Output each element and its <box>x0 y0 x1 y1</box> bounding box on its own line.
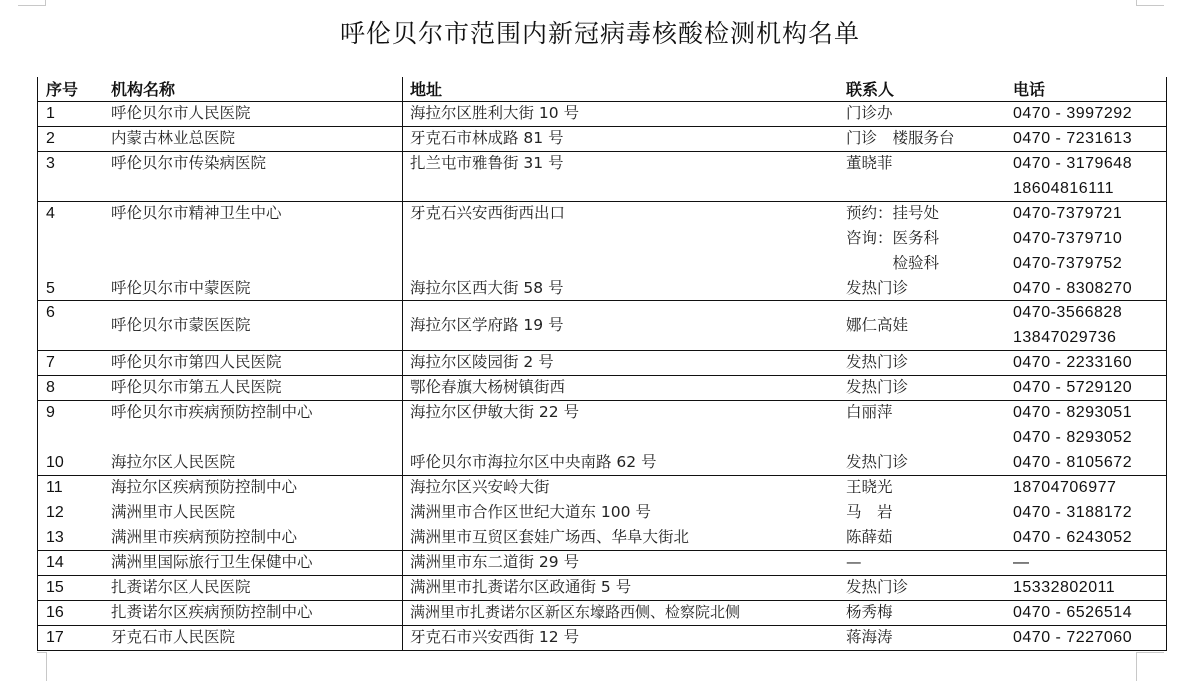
header-address: 地址 <box>410 80 443 99</box>
cell-contact: 咨询：医务科 <box>846 229 940 247</box>
cell-contact: 发热门诊 <box>846 378 909 396</box>
cell-contact: 杨秀梅 <box>846 603 893 621</box>
cell-contact: 门诊 楼服务台 <box>846 129 955 147</box>
cell-seq: 3 <box>46 155 55 172</box>
cell-name: 内蒙古林业总医院 <box>111 129 236 147</box>
cell-phone: 0470 - 5729120 <box>1013 379 1133 396</box>
cell-contact: 陈薛茹 <box>846 528 893 546</box>
cell-contact: 预约：挂号处 <box>846 204 940 222</box>
cell-address: 牙克石兴安西街西出口 <box>410 204 566 222</box>
cell-name: 满洲里市疾病预防控制中心 <box>111 528 298 546</box>
cell-address: 海拉尔区学府路 19 号 <box>410 316 564 334</box>
table-border-right <box>1166 77 1167 651</box>
cell-address: 满洲里市扎赉诺尔区政通街 5 号 <box>410 578 632 596</box>
cell-address: 呼伦贝尔市海拉尔区中央南路 62 号 <box>410 453 657 471</box>
cell-phone: 0470 - 3179648 <box>1013 155 1133 172</box>
cell-contact: — <box>846 553 862 571</box>
cell-address: 牙克石市兴安西街 12 号 <box>410 628 580 646</box>
cell-address: 海拉尔区兴安岭大街 <box>410 478 550 496</box>
cell-contact: 检验科 <box>846 254 940 272</box>
cell-phone: 0470 - 7227060 <box>1013 629 1133 646</box>
cell-phone: 0470 - 7231613 <box>1013 130 1133 147</box>
cell-name: 海拉尔区疾病预防控制中心 <box>111 478 298 496</box>
cell-address: 满洲里市互贸区套娃广场西、华阜大街北 <box>410 528 690 546</box>
cell-contact: 发热门诊 <box>846 578 909 596</box>
page-corner-mark <box>1136 0 1164 6</box>
cell-name: 呼伦贝尔市蒙医医院 <box>111 316 251 334</box>
page-corner-mark <box>1136 652 1164 681</box>
cell-seq: 1 <box>46 105 55 122</box>
cell-seq: 15 <box>46 579 64 596</box>
header-name: 机构名称 <box>111 80 176 99</box>
cell-address: 满洲里市扎赉诺尔区新区东壕路西侧、检察院北侧 <box>410 603 741 621</box>
cell-phone: 0470 - 8308270 <box>1013 280 1133 297</box>
cell-phone: 0470-7379710 <box>1013 230 1123 247</box>
column-divider-address <box>402 77 403 651</box>
cell-seq: 13 <box>46 529 64 546</box>
cell-phone: 0470 - 8105672 <box>1013 454 1133 471</box>
cell-contact: 马 岩 <box>846 503 893 521</box>
header-contact: 联系人 <box>846 80 895 99</box>
cell-name: 扎赉诺尔区疾病预防控制中心 <box>111 603 313 621</box>
cell-seq: 11 <box>46 479 63 496</box>
cell-seq: 2 <box>46 130 55 147</box>
cell-contact: 发热门诊 <box>846 279 909 297</box>
header-seq: 序号 <box>46 80 79 99</box>
cell-phone: 0470 - 6526514 <box>1013 604 1133 621</box>
cell-name: 牙克石市人民医院 <box>111 628 236 646</box>
cell-phone: 0470 - 3188172 <box>1013 504 1133 521</box>
cell-address: 海拉尔区西大街 58 号 <box>410 279 564 297</box>
cell-address: 海拉尔区胜利大街 10 号 <box>410 104 580 122</box>
cell-seq: 6 <box>46 304 55 321</box>
page-corner-mark <box>18 0 46 6</box>
cell-contact: 蒋海涛 <box>846 628 893 646</box>
cell-name: 海拉尔区人民医院 <box>111 453 236 471</box>
cell-phone: — <box>1013 554 1030 571</box>
cell-phone: 0470-7379752 <box>1013 255 1123 272</box>
cell-name: 呼伦贝尔市第四人民医院 <box>111 353 282 371</box>
cell-phone: 0470 - 8293051 <box>1013 404 1133 421</box>
cell-name: 呼伦贝尔市传染病医院 <box>111 154 267 172</box>
document-title: 呼伦贝尔市范围内新冠病毒核酸检测机构名单 <box>339 19 860 48</box>
cell-phone: 0470-7379721 <box>1013 205 1123 222</box>
cell-name: 满洲里国际旅行卫生保健中心 <box>111 553 313 571</box>
cell-seq: 7 <box>46 354 55 371</box>
cell-contact: 白丽萍 <box>846 403 893 421</box>
cell-name: 满洲里市人民医院 <box>111 503 236 521</box>
table-border-left <box>37 77 38 651</box>
cell-contact: 董晓菲 <box>846 154 893 172</box>
cell-address: 鄂伦春旗大杨树镇街西 <box>410 378 566 396</box>
cell-seq: 10 <box>46 454 64 471</box>
cell-address: 海拉尔区伊敏大街 22 号 <box>410 403 580 421</box>
cell-contact: 发热门诊 <box>846 453 909 471</box>
cell-name: 呼伦贝尔市人民医院 <box>111 104 251 122</box>
cell-address: 牙克石市林成路 81 号 <box>410 129 564 147</box>
cell-seq: 12 <box>46 504 64 521</box>
cell-phone: 0470 - 3997292 <box>1013 105 1133 122</box>
cell-phone: 0470 - 2233160 <box>1013 354 1133 371</box>
cell-phone: 0470 - 6243052 <box>1013 529 1133 546</box>
cell-phone: 15332802011 <box>1013 579 1116 596</box>
cell-seq: 16 <box>46 604 64 621</box>
cell-name: 呼伦贝尔市中蒙医院 <box>111 279 251 297</box>
cell-name: 呼伦贝尔市疾病预防控制中心 <box>111 403 313 421</box>
cell-phone: 13847029736 <box>1013 329 1117 346</box>
cell-name: 呼伦贝尔市精神卫生中心 <box>111 204 282 222</box>
cell-seq: 4 <box>46 205 55 222</box>
cell-phone: 18704706977 <box>1013 479 1117 496</box>
cell-address: 海拉尔区陵园街 2 号 <box>410 353 554 371</box>
cell-seq: 9 <box>46 404 55 421</box>
cell-address: 扎兰屯市雅鲁街 31 号 <box>410 154 564 172</box>
cell-contact: 门诊办 <box>846 104 893 122</box>
cell-phone: 0470-3566828 <box>1013 304 1123 321</box>
cell-name: 扎赉诺尔区人民医院 <box>111 578 251 596</box>
cell-name: 呼伦贝尔市第五人民医院 <box>111 378 282 396</box>
cell-seq: 14 <box>46 554 64 571</box>
cell-phone: 0470 - 8293052 <box>1013 429 1133 446</box>
cell-phone: 18604816111 <box>1013 180 1115 197</box>
cell-contact: 娜仁高娃 <box>846 316 909 334</box>
page-corner-mark <box>37 652 47 681</box>
cell-address: 满洲里市合作区世纪大道东 100 号 <box>410 503 651 521</box>
cell-seq: 5 <box>46 280 55 297</box>
header-phone: 电话 <box>1013 80 1046 99</box>
cell-contact: 发热门诊 <box>846 353 909 371</box>
cell-seq: 8 <box>46 379 55 396</box>
cell-seq: 17 <box>46 629 64 646</box>
cell-address: 满洲里市东二道街 29 号 <box>410 553 580 571</box>
table-border-bottom <box>37 650 1167 651</box>
cell-contact: 王晓光 <box>846 478 893 496</box>
